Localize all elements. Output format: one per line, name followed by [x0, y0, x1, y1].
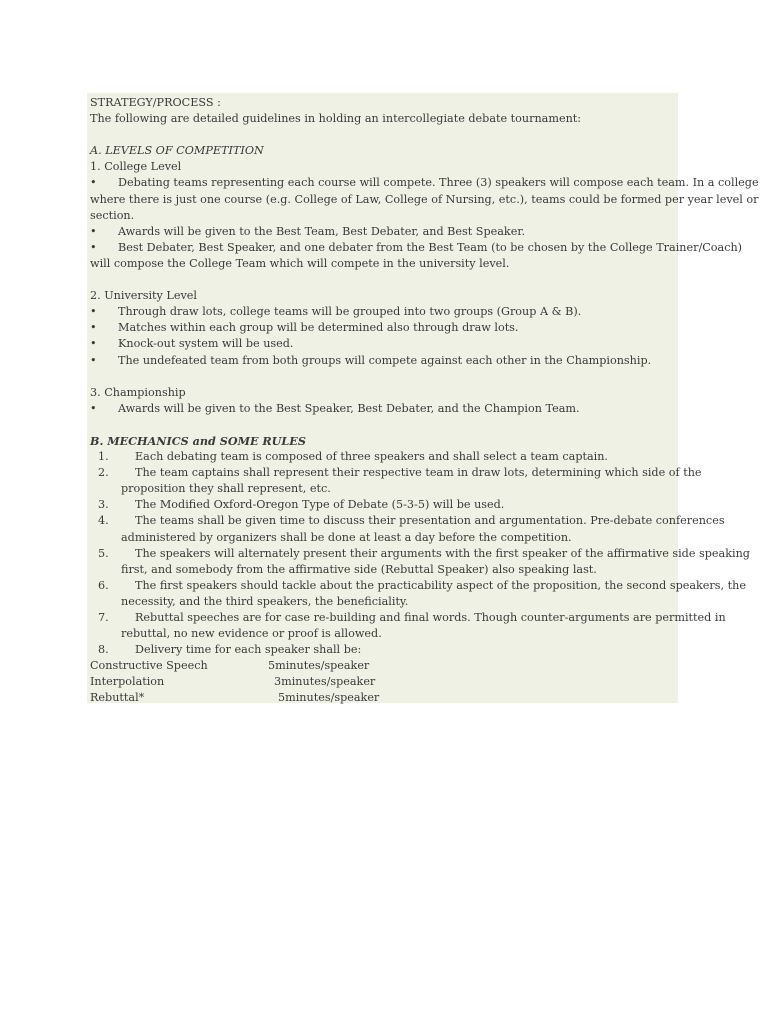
numbered-item-text: Rebuttal speeches are for case re-building and final words. Though counter-arguments are permitted in — [135, 611, 726, 624]
numbered-item — [90, 642, 675, 658]
item-number: 8. — [98, 643, 109, 657]
list-item-continuation: where there is just one course (e.g. College of Law, College of Nursing, etc.), teams could be formed per year level or — [90, 192, 759, 206]
championship-title: 3. Championship — [90, 385, 186, 399]
section-b-title: B. MECHANICS and SOME RULES — [90, 433, 306, 448]
list-item-text: Debating teams representing each course will compete. Three (3) speakers will compose each team. In a college — [118, 176, 759, 190]
bullet-mark: • — [90, 337, 97, 351]
numbered-item-text: Each debating team is composed of three speakers and shall select a team captain. — [135, 450, 608, 464]
list-item — [90, 336, 675, 352]
numbered-item-text: Delivery time for each speaker shall be: — [135, 643, 362, 657]
list-item — [90, 175, 759, 191]
list-item — [90, 304, 675, 320]
numbered-item — [90, 465, 702, 481]
item-number: 6. — [98, 578, 109, 592]
numbered-item-text: The team captains shall represent their respective team in draw lots, determining which side of the — [135, 466, 702, 480]
list-item-text: Matches within each group will be determined also through draw lots. — [118, 321, 519, 335]
delivery-row — [90, 690, 675, 706]
bullet-mark: • — [90, 401, 97, 415]
list-item-continuation: section. — [90, 208, 135, 222]
intro-text: The following are detailed guidelines in holding an intercollegiate debate tournament: — [90, 112, 582, 126]
bullet-mark: • — [90, 321, 97, 335]
numbered-item-continuation: proposition they shall represent, etc. — [121, 482, 331, 496]
delivery-label: Interpolation — [90, 675, 165, 689]
numbered-item — [90, 497, 675, 513]
list-item-text: The undefeated team from both groups will compete against each other in the Championship. — [118, 353, 652, 367]
numbered-item — [90, 610, 726, 626]
list-item-text: Best Debater, Best Speaker, and one debater from the Best Team (to be chosen by the College Trainer/Coach) — [118, 240, 743, 254]
delivery-row — [90, 658, 675, 674]
item-number: 7. — [98, 611, 109, 624]
list-item-text: Awards will be given to the Best Speaker, Best Debater, and the Champion Team. — [118, 401, 580, 415]
list-item — [90, 353, 675, 369]
bullet-mark: • — [90, 224, 97, 238]
list-item-text: Knock-out system will be used. — [118, 337, 294, 351]
numbered-item-continuation: rebuttal, no new evidence or proof is allowed. — [121, 627, 382, 641]
item-number: 5. — [98, 546, 109, 560]
numbered-item-continuation: first, and somebody from the affirmative side (Rebuttal Speaker) also speaking last. — [121, 562, 597, 576]
bullet-mark: • — [90, 305, 97, 319]
item-number: 2. — [98, 466, 109, 480]
list-item-continuation: will compose the College Team which will compete in the university level. — [90, 256, 510, 270]
list-item — [90, 224, 675, 240]
bullet-mark: • — [90, 353, 97, 367]
delivery-label: Rebuttal* — [90, 691, 145, 705]
bullet-mark: • — [90, 176, 97, 190]
college-level-title: 1. College Level — [90, 160, 182, 174]
delivery-value: 5minutes/speaker — [278, 691, 380, 705]
list-item — [90, 240, 743, 256]
document-page — [87, 93, 759, 705]
strategy-heading: STRATEGY/PROCESS : — [90, 96, 221, 109]
numbered-item — [90, 449, 675, 465]
numbered-item — [90, 546, 750, 562]
numbered-item-text: The teams shall be given time to discuss their presentation and argumentation. Pre-debate conferences — [135, 514, 725, 528]
numbered-item-text: The first speakers should tackle about the practicability aspect of the proposition, the second speakers, the — [135, 578, 746, 592]
university-level-title: 2. University Level — [90, 289, 197, 303]
numbered-item-text: The Modified Oxford-Oregon Type of Debate (5-3-5) will be used. — [135, 498, 505, 512]
bullet-mark: • — [90, 240, 97, 254]
delivery-row — [90, 674, 675, 690]
item-number: 1. — [98, 450, 109, 464]
list-item-text: Awards will be given to the Best Team, Best Debater, and Best Speaker. — [118, 224, 526, 238]
delivery-value: 3minutes/speaker — [274, 675, 376, 689]
numbered-item — [90, 513, 725, 529]
numbered-item-text: The speakers will alternately present their arguments with the first speaker of the affirmative side speaking — [135, 546, 750, 560]
item-number: 3. — [98, 498, 109, 512]
delivery-value: 5minutes/speaker — [268, 659, 370, 673]
list-item-text: Through draw lots, college teams will be grouped into two groups (Group A & B). — [118, 305, 582, 319]
numbered-item-continuation: necessity, and the third speakers, the beneficiality. — [121, 594, 409, 608]
item-number: 4. — [98, 514, 109, 528]
section-a-title: A. LEVELS OF COMPETITION — [90, 144, 264, 158]
numbered-item-continuation: administered by organizers shall be done at least a day before the competition. — [121, 530, 572, 544]
list-item — [90, 401, 675, 417]
delivery-label: Constructive Speech — [90, 659, 208, 673]
list-item — [90, 320, 675, 336]
numbered-item — [90, 578, 746, 594]
